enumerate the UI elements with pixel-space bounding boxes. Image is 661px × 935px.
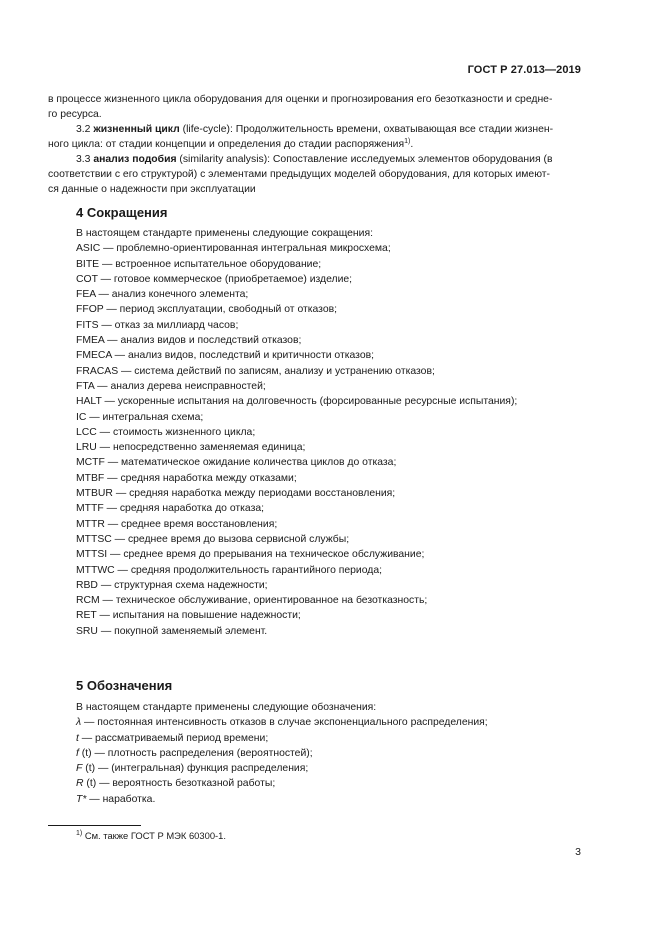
intro-line-1: в процессе жизненного цикла оборудования для оценки и прогнозирования его безотказности и средне- <box>48 94 553 105</box>
list-item: MTTF — средняя наработка до отказа; <box>76 503 265 515</box>
symbol-text: — (интегральная) функция распределения; <box>95 763 309 775</box>
symbol-arg: (t) <box>83 778 97 790</box>
list-item: BITE — встроенное испытательное оборудование; <box>76 258 322 270</box>
list-item: HALT — ускоренные испытания на долговечность (форсированные ресурсные испытания); <box>76 396 518 408</box>
symbol-text: — рассматриваемый период времени; <box>78 732 269 744</box>
footnote-text: См. также ГОСТ Р МЭК 60300-1. <box>82 830 226 841</box>
section-4-title: 4 Сокращения <box>76 205 168 220</box>
list-item: LRU — непосредственно заменяемая единица; <box>76 442 306 454</box>
list-item: RBD — структурная схема надежности; <box>76 579 268 591</box>
list-item: MTTR — среднее время восстановления; <box>76 518 278 530</box>
list-item: COT — готовое коммерческое (приобретаемое) изделие; <box>76 273 353 285</box>
list-item: RET — испытания на повышение надежности; <box>76 610 301 622</box>
list-item: MTTSI — среднее время до прерывания на техническое обслуживание; <box>76 549 425 561</box>
symbol: t <box>76 732 79 744</box>
symbol-text: — плотность распределения (вероятностей); <box>91 747 313 759</box>
def-text: (life-cycle): Продолжительность времени, охватывающая все стадии жизнен- <box>182 124 554 135</box>
footnote-ref: 1) <box>404 138 411 145</box>
def-end: . <box>410 139 414 150</box>
symbol-item <box>76 746 488 761</box>
list-item: FRACAS — система действий по записям, анализу и устранению отказов; <box>76 365 435 377</box>
symbol-item <box>76 792 488 807</box>
list-item: LCC — стоимость жизненного цикла; <box>76 426 256 438</box>
def-number: 3.2 <box>76 124 91 135</box>
definition-3-2 <box>76 122 608 137</box>
list-item: FITS — отказ за миллиард часов; <box>76 319 239 331</box>
symbol-item <box>76 776 488 791</box>
list-item: RCM — техническое обслуживание, ориентированное на безотказность; <box>76 595 428 607</box>
def-term: анализ подобия <box>93 154 177 165</box>
symbol: T* <box>76 793 87 805</box>
def-term: жизненный цикл <box>93 124 180 135</box>
symbol-arg: (t) <box>78 747 92 759</box>
intro-line-2: го ресурса. <box>48 109 102 120</box>
symbol-item <box>76 731 488 746</box>
symbol-arg: (t) <box>82 763 96 775</box>
page-number: 3 <box>575 846 581 858</box>
section-5-intro: В настоящем стандарте применены следующие обозначения: <box>76 702 377 713</box>
definition-3-3-line-3: ся данные о надежности при эксплуатации <box>48 184 256 195</box>
list-item: FMECA — анализ видов, последствий и критичности отказов; <box>76 350 375 362</box>
def-text: (similarity analysis): Сопоставление исследуемых элементов оборудования (в <box>179 154 553 165</box>
symbol-text: — постоянная интенсивность отказов в случае экспоненциального распределения; <box>81 717 488 729</box>
section-4-intro: В настоящем стандарте применены следующие сокращения: <box>76 228 373 239</box>
section-5-list <box>76 700 488 807</box>
definition-3-2-cont <box>48 137 580 152</box>
list-item: MTTWC — средняя продолжительность гарантийного периода; <box>76 564 383 576</box>
list-item: FTA — анализ дерева неисправностей; <box>76 380 266 392</box>
definition-3-3 <box>76 152 608 167</box>
section-5-title: 5 Обозначения <box>76 678 173 693</box>
symbol: F <box>76 763 83 775</box>
list-item: SRU — покупной заменяемый элемент. <box>76 625 268 637</box>
document-header: ГОСТ Р 27.013—2019 <box>467 64 581 76</box>
footnote-mark: 1) <box>76 830 83 837</box>
list-item: FFOP — период эксплуатации, свободный от отказов; <box>76 304 338 316</box>
symbol-item <box>76 715 488 730</box>
footnote-separator <box>48 825 141 826</box>
list-item: MCTF — математическое ожидание количества циклов до отказа; <box>76 457 397 469</box>
section-4-list <box>76 226 517 639</box>
list-item: ASIC — проблемно-ориентированная интегральная микросхема; <box>76 243 391 255</box>
list-item: FEA — анализ конечного элемента; <box>76 289 249 301</box>
list-item: MTBUR — средняя наработка между периодами восстановления; <box>76 488 396 500</box>
def-text-cont: ного цикла: от стадии концепции и определения до стадии распоряжения <box>48 139 405 150</box>
symbol: λ <box>76 717 82 729</box>
list-item: FMEA — анализ видов и последствий отказов; <box>76 335 302 347</box>
list-item: MTTSC — среднее время до вызова сервисной службы; <box>76 533 350 545</box>
def-number: 3.3 <box>76 154 91 165</box>
symbol-item <box>76 761 488 776</box>
list-item: MTBF — средняя наработка между отказами; <box>76 472 297 484</box>
footnote <box>76 828 226 843</box>
definition-3-3-line-2: соответствии с его структурой) с элементами предыдущих моделей оборудования, для которых имеют- <box>48 169 550 180</box>
symbol-text: — наработка. <box>86 793 156 805</box>
list-item: IC — интегральная схема; <box>76 411 204 423</box>
symbol: R <box>76 778 84 790</box>
symbol: f <box>76 747 79 759</box>
symbol-text: — вероятность безотказной работы; <box>96 778 276 790</box>
